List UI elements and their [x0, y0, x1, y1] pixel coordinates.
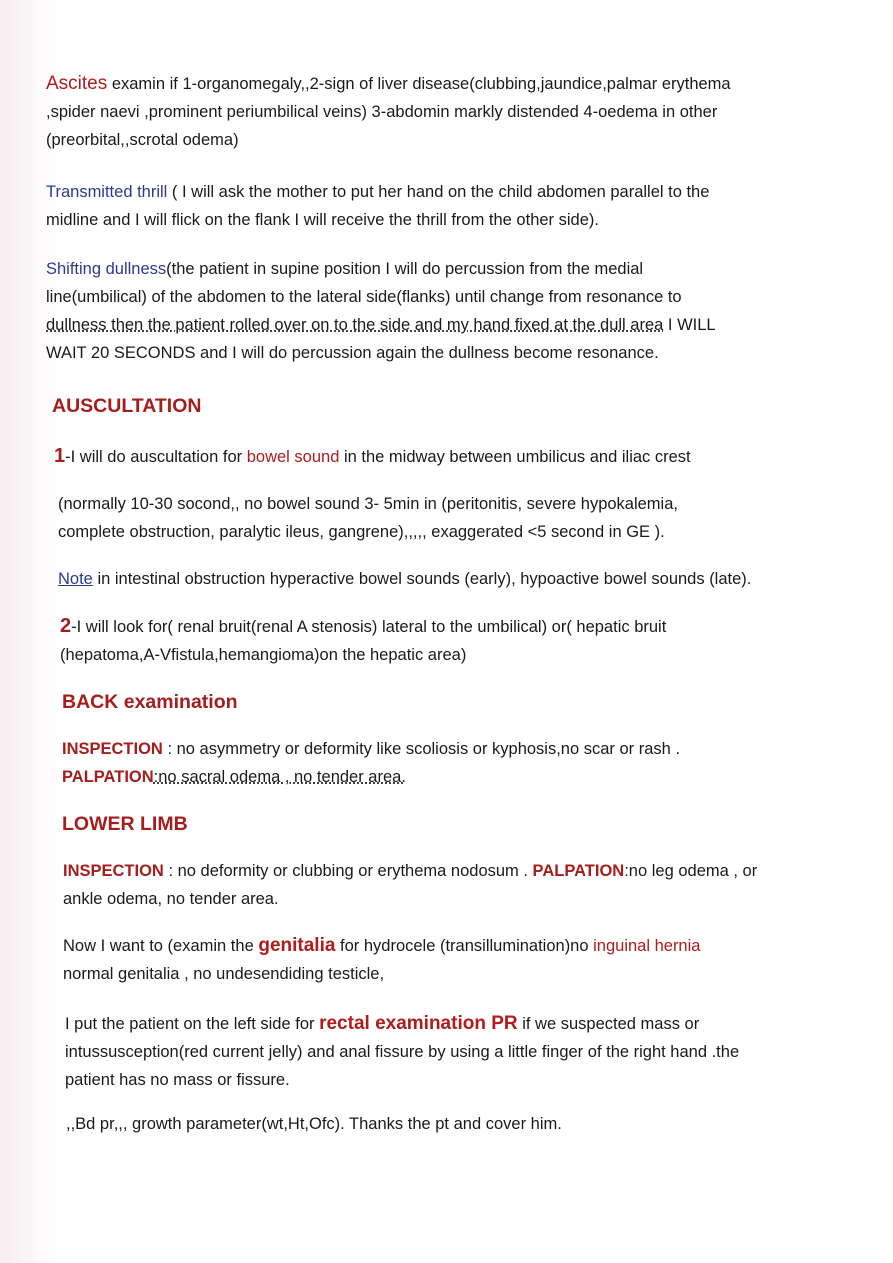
thrill-line-2: midline and I will flick on the flank I will receive the thrill from the other side).: [46, 211, 599, 229]
note-label: Note: [58, 570, 93, 588]
shifting-line-1: Shifting dullness(the patient in supine position I will do percussion from the medial: [46, 260, 644, 278]
ascites-paragraph: [46, 70, 836, 154]
shifting-label: Shifting dullness: [46, 260, 167, 278]
back-heading: BACK examination: [62, 691, 238, 713]
rectal-paragraph: I put the patient on the left side for rectal examination PR if we suspected mass or intussusception(red current jelly) and anal fissure by using a little finger of the right hand .the patient has no mass or fissure.: [65, 1013, 740, 1089]
shifting-line-2: line(umbilical) of the abdomen to the lateral side(flanks) until change from resonance to: [46, 288, 682, 306]
ascites-line-3: (preorbital,,scrotal odema): [46, 131, 239, 149]
thrill-label: Transmitted thrill: [46, 183, 168, 201]
auscultation-item-1-detail: (normally 10-30 socond,, no bowel sound 3- 5min in (peritonitis, severe hypokalemia, complete obstruction, paralytic ileus, gangrene),,,,, exaggerated <5 second in GE ).: [58, 495, 678, 541]
ascites-line-2: ,spider naevi ,prominent periumbilical veins) 3-abdomin markly distended 4-oedema in other: [46, 103, 718, 121]
ascites-label: Ascites: [46, 73, 108, 94]
thrill-paragraph: [46, 178, 836, 234]
shifting-paragraph: [46, 255, 836, 367]
shifting-line-4: WAIT 20 SECONDS and I will do percussion again the dullness become resonance.: [46, 344, 659, 362]
lower-limb-heading: LOWER LIMB: [62, 813, 188, 835]
back-paragraph: INSPECTION : no asymmetry or deformity like scoliosis or kyphosis,no scar or rash . PALPATION:no sacral odema , no tender area.: [62, 740, 681, 786]
closing-line: ,,Bd pr,,, growth parameter(wt,Ht,Ofc). Thanks the pt and cover him.: [66, 1115, 562, 1133]
auscultation-item-2: 2-I will look for( renal bruit(renal A stenosis) lateral to the umbilical) or( hepatic bruit (hepatoma,A-Vfistula,hemangioma)on the hepatic area): [60, 615, 667, 664]
bowel-sound-term: bowel sound: [246, 448, 340, 466]
thrill-line-1: Transmitted thrill ( I will ask the mother to put her hand on the child abdomen parallel to the: [46, 183, 710, 201]
genitalia-paragraph: Now I want to (examin the genitalia for hydrocele (transillumination)no inguinal hernia normal genitalia , no undesendiding testicle,: [63, 935, 701, 983]
lower-limb-paragraph: INSPECTION : no deformity or clubbing or erythema nodosum . PALPATION:no leg odema , or ankle odema, no tender area.: [63, 862, 758, 908]
auscultation-note: Note in intestinal obstruction hyperactive bowel sounds (early), hypoactive bowel sounds (late).: [58, 570, 752, 588]
auscultation-heading: AUSCULTATION: [52, 395, 202, 417]
ascites-line-1: Ascites examin if 1-organomegaly,,2-sign of liver disease(clubbing,jaundice,palmar erythema: [46, 73, 731, 94]
shifting-line-3: dullness then the patient rolled over on to the side and my hand fixed at the dull area I WILL: [46, 316, 716, 334]
auscultation-item-1: 1-I will do auscultation for bowel sound in the midway between umbilicus and iliac crest: [54, 445, 691, 467]
